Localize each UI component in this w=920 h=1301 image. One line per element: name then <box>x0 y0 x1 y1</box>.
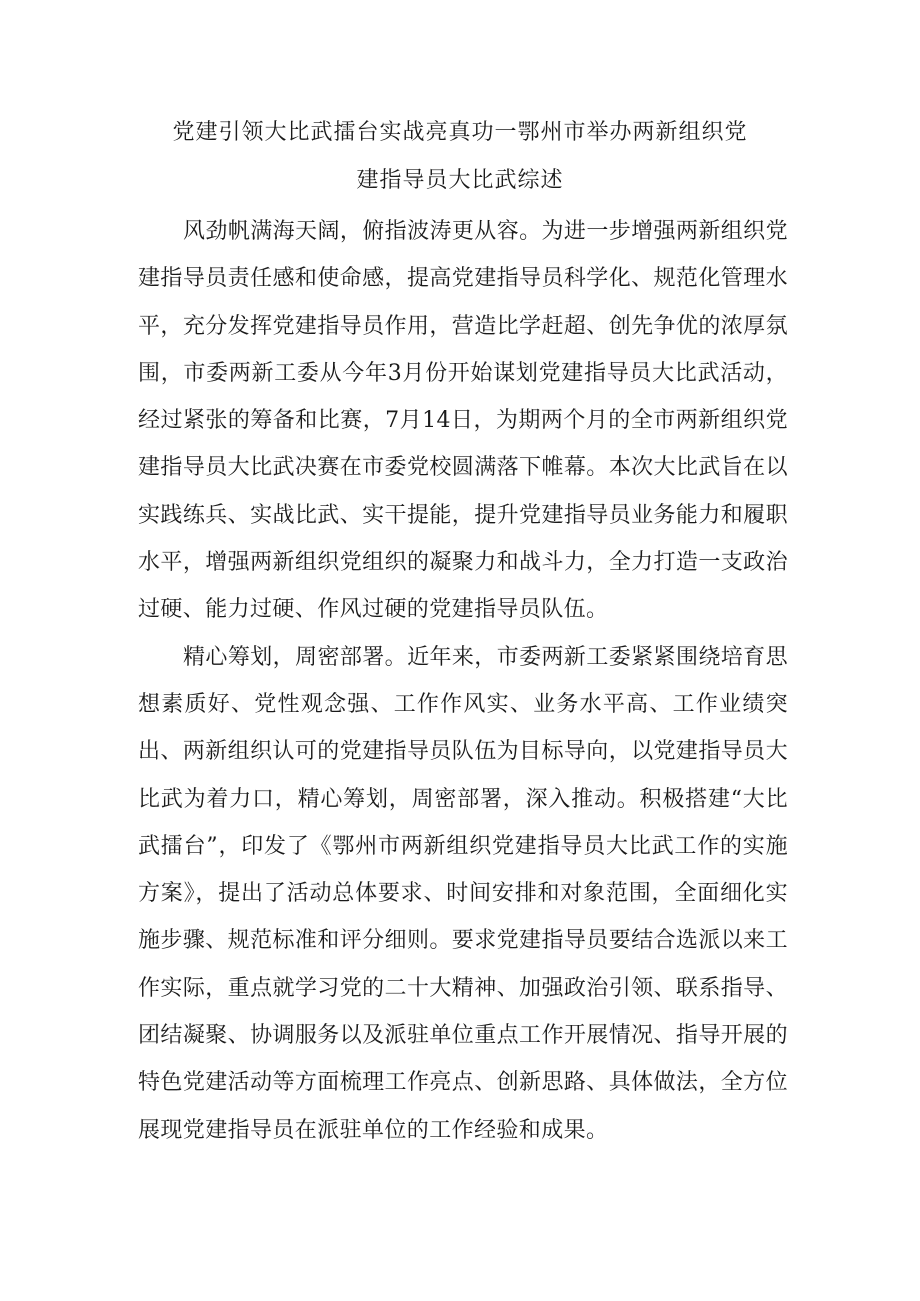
document-body <box>138 208 788 1154</box>
paragraph-intro: 风劲帆满海天阔，俯指波涛更从容。为进一步增强两新组织党建指导员责任感和使命感，提高党建指导员科学化、规范化管理水平，充分发挥党建指导员作用，营造比学赶超、创先争优的浓厚氛围，市委两新工委从今年3月份开始谋划党建指导员大比武活动，经过紧张的筹备和比赛，7月14日，为期两个月的全市两新组织党建指导员大比武决赛在市委党校圆满落下帷幕。本次大比武旨在以实践练兵、实战比武、实干提能，提升党建指导员业务能力和履职水平，增强两新组织党组织的凝聚力和战斗力，全力打造一支政治过硬、能力过硬、作风过硬的党建指导员队伍。 <box>138 219 788 623</box>
paragraph-planning: 精心筹划，周密部署。近年来，市委两新工委紧紧围绕培育思想素质好、党性观念强、工作作风实、业务水平高、工作业绩突出、两新组织认可的党建指导员队伍为目标导向，以党建指导员大比武为着力口，精心筹划，周密部署，深入推动。积极搭建“大比武擂台”，印发了《鄂州市两新组织党建指导员大比武工作的实施方案》，提出了活动总体要求、时间安排和对象范围，全面细化实施步骤、规范标准和评分细则。要求党建指导员要结合选派以来工作实际，重点就学习党的二十大精神、加强政治引领、联系指导、团结凝聚、协调服务以及派驻单位重点工作开展情况、指导开展的特色党建活动等方面梳理工作亮点、创新思路、具体做法，全方位展现党建指导员在派驻单位的工作经验和成果。 <box>138 644 788 1143</box>
document-title-line-2: 建指导员大比武综述 <box>356 168 564 193</box>
document-title-line-1: 党建引领大比武擂台实战亮真功一鄂州市举办两新组织党 <box>172 120 748 145</box>
